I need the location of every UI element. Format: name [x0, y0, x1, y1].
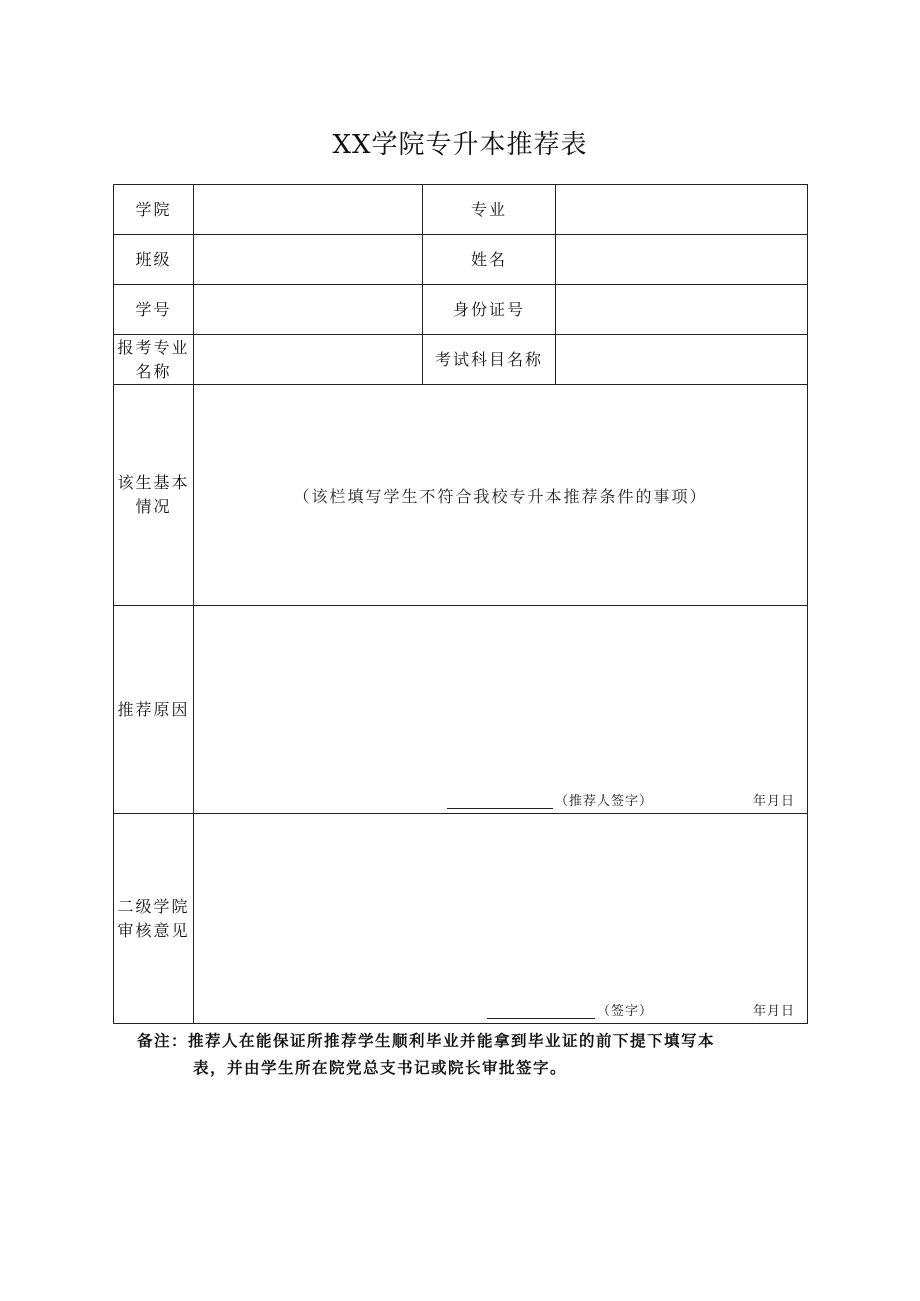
reviewer-signature-line — [487, 1000, 795, 1019]
class-label: 班级 — [114, 235, 194, 285]
student-id-label: 学号 — [114, 285, 194, 335]
review-date-label: 年月日 — [752, 1004, 795, 1019]
recommend-reason-label: 推荐原因 — [114, 606, 194, 814]
remark-line-2: 表，并由学生所在院党总支书记或院长审批签字。 — [193, 1059, 568, 1077]
form-row-class — [114, 235, 808, 285]
id-card-field[interactable] — [556, 285, 808, 335]
reviewer-signature-blank[interactable] — [487, 1018, 595, 1019]
remark-note — [137, 1028, 797, 1082]
apply-major-field[interactable] — [194, 335, 423, 385]
recommend-reason-field[interactable] — [194, 606, 808, 814]
recommender-signature-line — [447, 790, 795, 809]
exam-subject-field[interactable] — [556, 335, 808, 385]
recommendation-form-table — [113, 184, 808, 1024]
exam-subject-label: 考试科目名称 — [423, 335, 556, 385]
student-id-field[interactable] — [194, 285, 423, 335]
recommend-date-label: 年月日 — [752, 794, 795, 809]
form-row-apply-major — [114, 335, 808, 385]
form-row-student-id — [114, 285, 808, 335]
id-card-label: 身份证号 — [423, 285, 556, 335]
college-label: 学院 — [114, 185, 194, 235]
form-row-recommend-reason — [114, 606, 808, 814]
class-field[interactable] — [194, 235, 423, 285]
college-field[interactable] — [194, 185, 423, 235]
form-row-basic-info — [114, 385, 808, 606]
reviewer-signature-label: （签字） — [596, 1004, 653, 1019]
recommender-signature-label: （推荐人签字） — [554, 794, 653, 809]
name-field[interactable] — [556, 235, 808, 285]
basic-info-label: 该生基本情况 — [114, 385, 194, 606]
basic-info-note: （该栏填写学生不符合我校专升本推荐条件的事项） — [293, 486, 708, 506]
form-row-college-review — [114, 814, 808, 1024]
major-label: 专业 — [423, 185, 556, 235]
form-row-college — [114, 185, 808, 235]
major-field[interactable] — [556, 185, 808, 235]
basic-info-field[interactable] — [194, 385, 808, 606]
apply-major-label: 报考专业名称 — [114, 335, 194, 385]
recommender-signature-blank[interactable] — [447, 808, 553, 809]
page-title: XX学院专升本推荐表 — [332, 130, 588, 160]
college-review-label: 二级学院审核意见 — [114, 814, 194, 1024]
remark-line-1: 备注：推荐人在能保证所推荐学生顺利毕业并能拿到毕业证的前下提下填写本 — [137, 1032, 716, 1050]
name-label: 姓名 — [423, 235, 556, 285]
college-review-field[interactable] — [194, 814, 808, 1024]
